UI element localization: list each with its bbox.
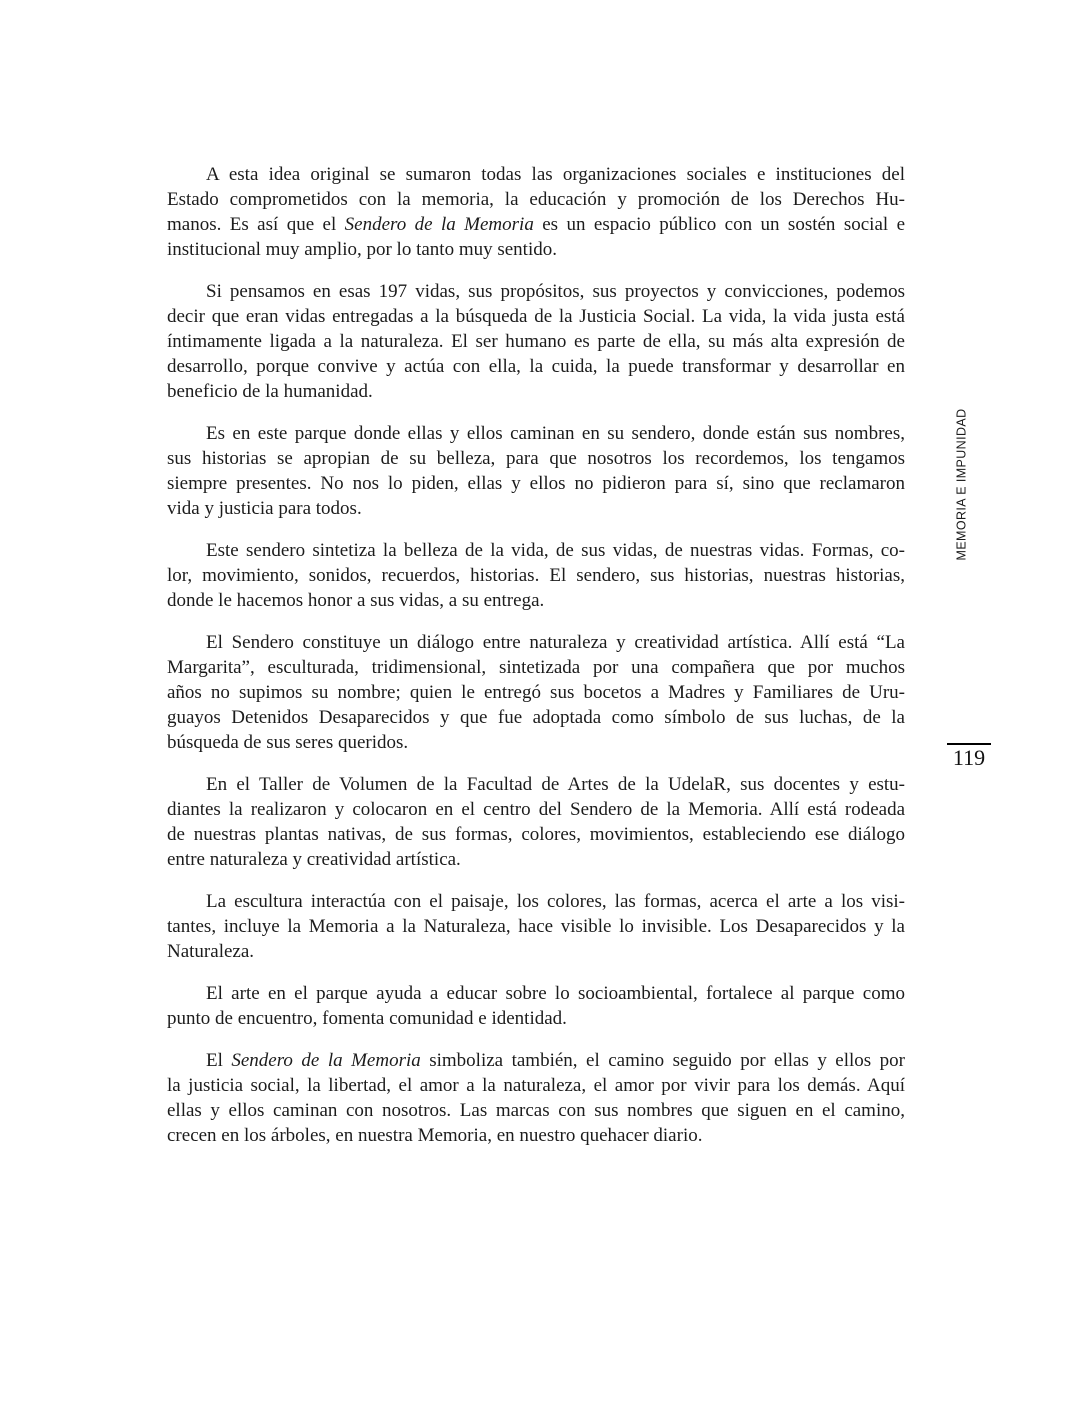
text-line bbox=[167, 1073, 905, 1098]
paragraph bbox=[167, 630, 905, 755]
italic-text: Sendero de la Memoria bbox=[231, 1050, 421, 1071]
text-line bbox=[167, 563, 905, 588]
text-line bbox=[167, 329, 905, 354]
text-segment: crecen en los árboles, en nuestra Memoria, en nuestro quehacer diario. bbox=[167, 1125, 703, 1146]
text-segment: de nuestras plantas nativas, de sus formas, colores, movimientos, estableciendo ese diálogo bbox=[167, 824, 905, 845]
text-line bbox=[167, 187, 905, 212]
page-number-block bbox=[947, 743, 991, 770]
text-segment: diantes la realizaron y colocaron en el centro del Sendero de la Memoria. Allí está rodeada bbox=[167, 799, 905, 820]
text-segment: es un espacio público con un sostén social e bbox=[533, 214, 905, 235]
text-segment: Naturaleza. bbox=[167, 941, 255, 962]
text-segment: siempre presentes. No nos lo piden, ellas y ellos no pidieron para sí, sino que reclamaron bbox=[167, 473, 905, 494]
text-line bbox=[167, 772, 905, 797]
text-line bbox=[167, 981, 905, 1006]
paragraph bbox=[167, 162, 905, 262]
text-line bbox=[167, 538, 905, 563]
text-segment: El bbox=[206, 1050, 232, 1071]
text-line bbox=[167, 705, 905, 730]
text-segment: Margarita”, esculturada, tridimensional, sintetizada por una compañera que por muchos bbox=[167, 657, 905, 678]
paragraph bbox=[167, 421, 905, 521]
text-segment: Este sendero sintetiza la belleza de la vida, de sus vidas, de nuestras vidas. Formas, co- bbox=[206, 540, 905, 561]
text-line bbox=[167, 630, 905, 655]
text-line bbox=[167, 304, 905, 329]
text-line bbox=[167, 730, 905, 755]
paragraph bbox=[167, 1048, 905, 1148]
text-segment: vida y justicia para todos. bbox=[167, 498, 362, 519]
text-segment: institucional muy amplio, por lo tanto muy sentido. bbox=[167, 239, 557, 260]
text-line bbox=[167, 1006, 905, 1031]
text-segment: Es en este parque donde ellas y ellos caminan en su sendero, donde están sus nombres, bbox=[206, 423, 905, 444]
text-segment: simboliza también, el camino seguido por ellas y ellos por bbox=[420, 1050, 905, 1071]
text-line bbox=[167, 588, 905, 613]
text-segment: Si pensamos en esas 197 vidas, sus propósitos, sus proyectos y convicciones, podemos bbox=[206, 281, 905, 302]
text-line bbox=[167, 471, 905, 496]
text-line bbox=[167, 680, 905, 705]
text-segment: años no supimos su nombre; quien le entregó sus bocetos a Madres y Familiares de Uru- bbox=[167, 682, 905, 703]
text-line bbox=[167, 1123, 905, 1148]
paragraph bbox=[167, 772, 905, 872]
text-segment: En el Taller de Volumen de la Facultad de Artes de la UdelaR, sus docentes y estu- bbox=[206, 774, 905, 795]
text-segment: la justicia social, la libertad, el amor a la naturaleza, el amor por vivir para los demás. Aquí bbox=[167, 1075, 905, 1096]
text-line bbox=[167, 1048, 905, 1073]
text-segment: desarrollo, porque convive y actúa con ella, la cuida, la puede transformar y desarrollar en bbox=[167, 356, 905, 377]
text-segment: manos. Es así que el bbox=[167, 214, 345, 235]
text-line bbox=[167, 797, 905, 822]
text-line bbox=[167, 914, 905, 939]
italic-text: Sendero de la Memoria bbox=[344, 214, 534, 235]
paragraph bbox=[167, 981, 905, 1031]
text-line bbox=[167, 847, 905, 872]
text-segment: íntimamente ligada a la naturaleza. El ser humano es parte de ella, su más alta expresión de bbox=[167, 331, 905, 352]
text-line bbox=[167, 889, 905, 914]
text-line bbox=[167, 279, 905, 304]
running-head-vertical: MEMORIA E IMPUNIDAD bbox=[954, 408, 969, 561]
text-line bbox=[167, 421, 905, 446]
text-line bbox=[167, 237, 905, 262]
text-segment: La escultura interactúa con el paisaje, los colores, las formas, acerca el arte a los visi- bbox=[206, 891, 905, 912]
text-segment: El arte en el parque ayuda a educar sobre lo socioambiental, fortalece al parque como bbox=[206, 983, 905, 1004]
text-segment: entre naturaleza y creatividad artística. bbox=[167, 849, 461, 870]
text-segment: ellas y ellos caminan con nosotros. Las marcas con sus nombres que siguen en el camino, bbox=[167, 1100, 905, 1121]
body-text-column bbox=[167, 162, 905, 1165]
text-line bbox=[167, 162, 905, 187]
paragraph bbox=[167, 889, 905, 964]
text-segment: donde le hacemos honor a sus vidas, a su entrega. bbox=[167, 590, 545, 611]
text-line bbox=[167, 212, 905, 237]
text-segment: sus historias se apropian de su belleza, para que nosotros los recordemos, los tengamos bbox=[167, 448, 905, 469]
text-line bbox=[167, 1098, 905, 1123]
text-segment: decir que eran vidas entregadas a la búsqueda de la Justicia Social. La vida, la vida justa está bbox=[167, 306, 905, 327]
page-number: 119 bbox=[952, 745, 986, 770]
text-segment: El Sendero constituye un diálogo entre naturaleza y creatividad artística. Allí está “La bbox=[206, 632, 905, 653]
paragraph bbox=[167, 279, 905, 404]
text-line bbox=[167, 939, 905, 964]
text-line bbox=[167, 496, 905, 521]
text-line bbox=[167, 446, 905, 471]
text-segment: punto de encuentro, fomenta comunidad e identidad. bbox=[167, 1008, 567, 1029]
text-segment: búsqueda de sus seres queridos. bbox=[167, 732, 409, 753]
text-line bbox=[167, 354, 905, 379]
text-segment: guayos Detenidos Desaparecidos y que fue adoptada como símbolo de sus luchas, de la bbox=[167, 707, 905, 728]
text-line bbox=[167, 379, 905, 404]
text-segment: lor, movimiento, sonidos, recuerdos, historias. El sendero, sus historias, nuestras historias, bbox=[167, 565, 905, 586]
text-line bbox=[167, 822, 905, 847]
text-segment: beneficio de la humanidad. bbox=[167, 381, 373, 402]
text-segment: Estado comprometidos con la memoria, la educación y promoción de los Derechos Hu- bbox=[167, 189, 905, 210]
text-segment: A esta idea original se sumaron todas las organizaciones sociales e instituciones del bbox=[206, 164, 905, 185]
text-segment: tantes, incluye la Memoria a la Naturaleza, hace visible lo invisible. Los Desaparecidos y la bbox=[167, 916, 905, 937]
text-line bbox=[167, 655, 905, 680]
paragraph bbox=[167, 538, 905, 613]
